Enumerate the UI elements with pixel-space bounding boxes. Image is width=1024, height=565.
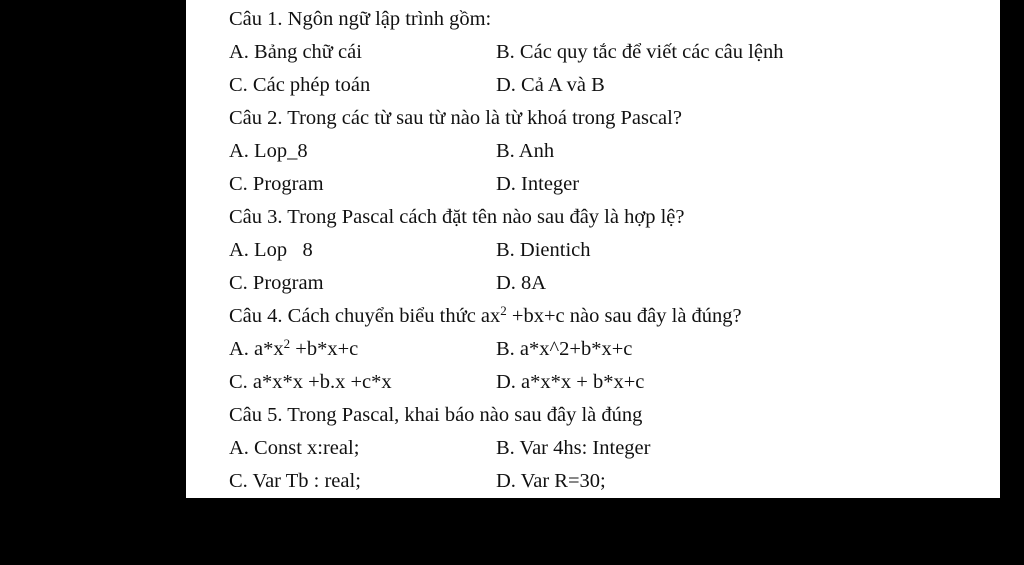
question-5-option-a: A. Const x:real;: [229, 437, 360, 459]
question-4-option-a-post: +b*x+c: [290, 338, 359, 360]
question-5-option-c: C. Var Tb : real;: [229, 470, 361, 492]
question-1-option-c: C. Các phép toán: [229, 74, 371, 96]
question-4-title-pre: Câu 4. Cách chuyển biểu thức ax: [229, 305, 501, 327]
question-4-title: [229, 304, 742, 328]
question-5-options-row-2: [229, 469, 989, 493]
question-2-option-b: B. Anh: [496, 140, 555, 162]
question-5-title: Câu 5. Trong Pascal, khai báo nào sau đây là đúng: [229, 404, 643, 426]
question-3-options-row-2: [229, 271, 989, 295]
question-4-options-row-1: [229, 337, 989, 361]
question-3-title: Câu 3. Trong Pascal cách đặt tên nào sau đây là hợp lệ?: [229, 206, 685, 228]
question-2-options-row-2: [229, 172, 989, 196]
question-1-options-row-2: [229, 73, 989, 97]
question-4-title-post: +bx+c nào sau đây là đúng?: [506, 305, 742, 327]
question-4-option-a: [229, 337, 358, 361]
question-1-option-b: B. Các quy tắc để viết các câu lệnh: [496, 41, 784, 63]
question-5-options-row-1: [229, 436, 989, 460]
question-3-option-b: B. Dientich: [496, 239, 591, 261]
question-2-options-row-1: [229, 139, 989, 163]
question-2-option-d: D. Integer: [496, 173, 580, 195]
question-2-option-a: A. Lop_8: [229, 140, 308, 162]
question-1-options-row-1: [229, 40, 989, 64]
question-4-option-a-exponent: 2: [283, 336, 291, 351]
question-3-option-c: C. Program: [229, 272, 324, 294]
question-4-option-d: D. a*x*x + b*x+c: [496, 371, 645, 393]
question-4-options-row-2: [229, 370, 989, 394]
question-1-title: Câu 1. Ngôn ngữ lập trình gồm:: [229, 8, 492, 30]
question-2-title: Câu 2. Trong các từ sau từ nào là từ khoá trong Pascal?: [229, 107, 682, 129]
question-4-title-exponent: 2: [500, 303, 507, 318]
question-4-option-c: C. a*x*x +b.x +c*x: [229, 371, 392, 393]
question-5-option-d: D. Var R=30;: [496, 470, 606, 492]
question-5-option-b: B. Var 4hs: Integer: [496, 437, 651, 459]
question-3-option-d: D. 8A: [496, 272, 547, 294]
question-3-options-row-1: [229, 238, 989, 262]
question-3-option-a: A. Lop 8: [229, 239, 313, 261]
question-1-option-d: D. Cả A và B: [496, 74, 605, 96]
question-1-option-a: A. Bảng chữ cái: [229, 41, 362, 63]
question-4-option-b: B. a*x^2+b*x+c: [496, 338, 633, 360]
document-page: [186, 0, 1000, 498]
question-4-option-a-pre: A. a*x: [229, 338, 284, 360]
question-2-option-c: C. Program: [229, 173, 324, 195]
